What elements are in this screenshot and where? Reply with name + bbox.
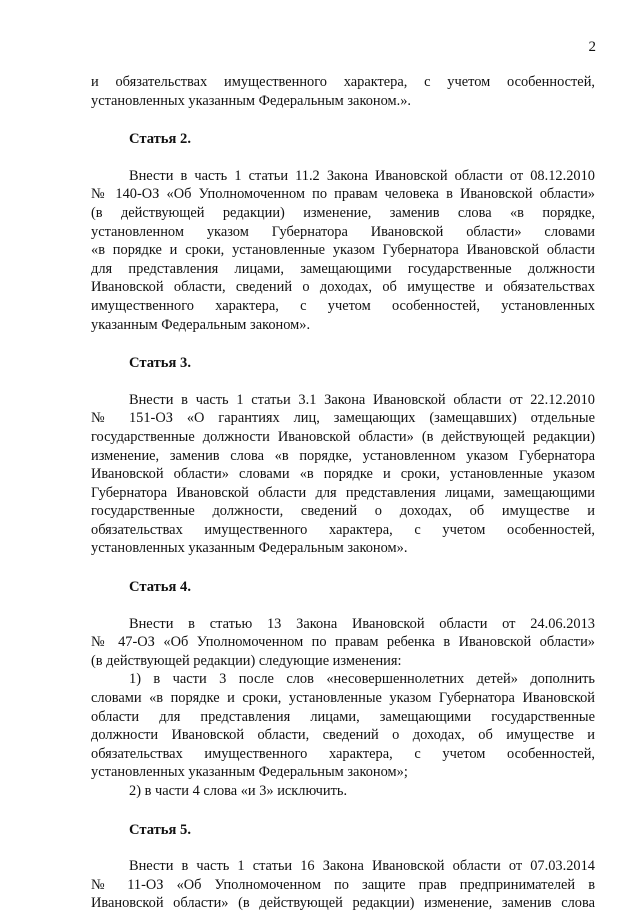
text-line: словами «в порядке и сроки, установленные указом Губернатора Ивановской [91,690,595,707]
text-line: № 47-ОЗ «Об Уполномоченном по правам ребенка в Ивановской области» [91,634,595,651]
text-line: установленном указом Губернатора Ивановской области» словами [91,223,595,240]
spacer [91,110,595,130]
text-line: 1) в части 3 после слов «несовершеннолетних детей» дополнить [129,671,595,688]
text-line: Внести в часть 1 статьи 16 Закона Ивановской области от 07.03.2014 [129,858,595,875]
text-line: установленных указанным Федеральным законом»; [91,764,408,781]
paragraph [91,670,595,782]
text-line: установленных указанным Федеральным законом.». [91,92,412,109]
text-line: Внести в часть 1 статьи 11.2 Закона Ивановской области от 08.12.2010 [129,167,595,184]
spacer [91,334,595,354]
text-line: обязательствах имущественного характера, с учетом особенностей, [91,521,595,538]
spacer [91,558,595,578]
text-line: области для представления лицами, замещающими государственные [91,708,595,725]
text-line: для представления лицами, замещающими государственные должности [91,260,595,277]
spacer [91,373,595,391]
text-line: Ивановской области, сведений о доходах, об имуществе и обязательствах [91,279,595,296]
text-line: и обязательствах имущественного характера, с учетом особенностей, [91,74,595,90]
text-line: государственные должности, сведений о доходах, об имуществе и [91,503,595,520]
paragraph [91,391,595,558]
page-number: 2 [588,39,596,55]
text-line: изменение, заменив слова «в порядке, установленном указом Губернатора [91,447,595,464]
article-heading: Статья 2. [129,131,191,148]
article-heading: Статья 4. [129,579,191,596]
text-line: № 140-ОЗ «Об Уполномоченном по правам человека в Ивановской области» [91,186,595,203]
document-body [91,73,595,913]
spacer [91,839,595,857]
paragraph [91,782,595,801]
text-line: Губернатора Ивановской области для представления лицами, замещающими [91,484,595,501]
text-line: Ивановской области» (в действующей редакции) изменение, заменив слова [91,895,595,912]
text-line: (в действующей редакции) следующие изменения: [91,652,402,669]
text-line: государственные должности Ивановской области» (в действующей редакции) [91,428,595,445]
spacer [91,801,595,821]
text-line: Ивановской области» словами «в порядке и сроки, установленные указом [91,466,595,483]
text-line: обязательствах имущественного характера, с учетом особенностей, [91,745,595,762]
article-heading: Статья 3. [129,355,191,372]
article-heading: Статья 5. [129,821,191,838]
paragraph [91,167,595,334]
text-line: «в порядке и сроки, установленные указом Губернатора Ивановской области [91,242,595,259]
text-line: имущественного характера, с учетом особенностей, установленных [91,297,595,314]
text-line: № 11-ОЗ «Об Уполномоченном по защите прав предпринимателей в [91,876,595,893]
text-line: Внести в статью 13 Закона Ивановской области от 24.06.2013 [129,615,595,632]
text-line: № 151-ОЗ «О гарантиях лиц, замещающих (замещавших) отдельные [91,410,595,427]
text-line: установленных указанным Федеральным законом». [91,540,408,557]
text-line: (в действующей редакции) изменение, заменив слова «в порядке, [91,204,595,221]
text-line: указанным Федеральным законом». [91,316,311,333]
text-line: 2) в части 4 слова «и 3» исключить. [129,783,348,799]
text-line: Внести в часть 1 статьи 3.1 Закона Ивановской области от 22.12.2010 [129,391,595,408]
spacer [91,149,595,167]
spacer [91,597,595,615]
paragraph [91,73,595,110]
paragraph [91,615,595,671]
text-line: должности Ивановской области, сведений о доходах, об имуществе и [91,727,595,744]
